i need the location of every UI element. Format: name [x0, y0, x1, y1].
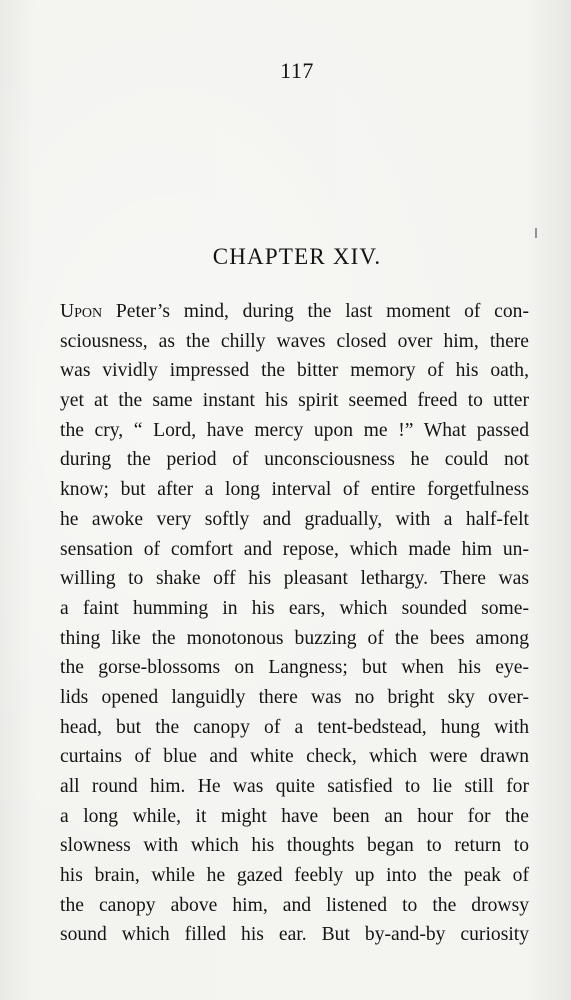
- page-edge-mark: [535, 228, 537, 238]
- text-line: willing to shake off his pleasant lethargy. There was: [60, 568, 529, 590]
- text-line: know; but after a long interval of entire forgetfulness: [60, 479, 529, 501]
- text-line: sound which filled his ear. But by-and-by curiosity: [60, 924, 529, 946]
- text-line: during the period of unconsciousness he could not: [60, 449, 529, 471]
- chapter-title: CHAPTER XIV.: [212, 244, 382, 269]
- text-line-1-rest: Peter’s mind, during the last moment of con-: [102, 301, 529, 322]
- text-line: lids opened languidly there was no bright sky over-: [60, 686, 529, 708]
- text-line: slowness with which his thoughts began to return to: [60, 835, 529, 857]
- text-line: the gorse-blossoms on Langness; but when his eye-: [60, 657, 529, 679]
- text-line: sensation of comfort and repose, which made him un-: [60, 538, 529, 560]
- text-line: curtains of blue and white check, which were drawn: [60, 746, 529, 768]
- page-number: 117: [280, 58, 314, 83]
- text-line: he awoke very softly and gradually, with a half-felt: [60, 508, 529, 530]
- text-line: thing like the monotonous buzzing of the bees among: [60, 627, 529, 649]
- text-line: a faint humming in his ears, which sounded some-: [60, 597, 529, 619]
- text-line: all round him. He was quite satisfied to lie still for: [60, 776, 529, 797]
- opening-word: Upon: [60, 301, 103, 322]
- text-line: his brain, while he gazed feebly up into the peak of: [60, 865, 529, 887]
- text-line: the cry, “ Lord, have mercy upon me !” What passed: [60, 419, 529, 441]
- text-line: the canopy above him, and listened to the drowsy: [60, 894, 529, 916]
- body-text: [60, 297, 529, 950]
- text-line-1: [60, 297, 529, 327]
- text-line: a long while, it might have been an hour for the: [60, 805, 529, 827]
- text-line: sciousness, as the chilly waves closed over him, there: [60, 330, 529, 352]
- text-line: yet at the same instant his spirit seemed freed to utter: [60, 390, 529, 412]
- text-line: was vividly impressed the bitter memory of his oath,: [60, 360, 529, 382]
- text-line: head, but the canopy of a tent-bedstead, hung with: [60, 716, 529, 738]
